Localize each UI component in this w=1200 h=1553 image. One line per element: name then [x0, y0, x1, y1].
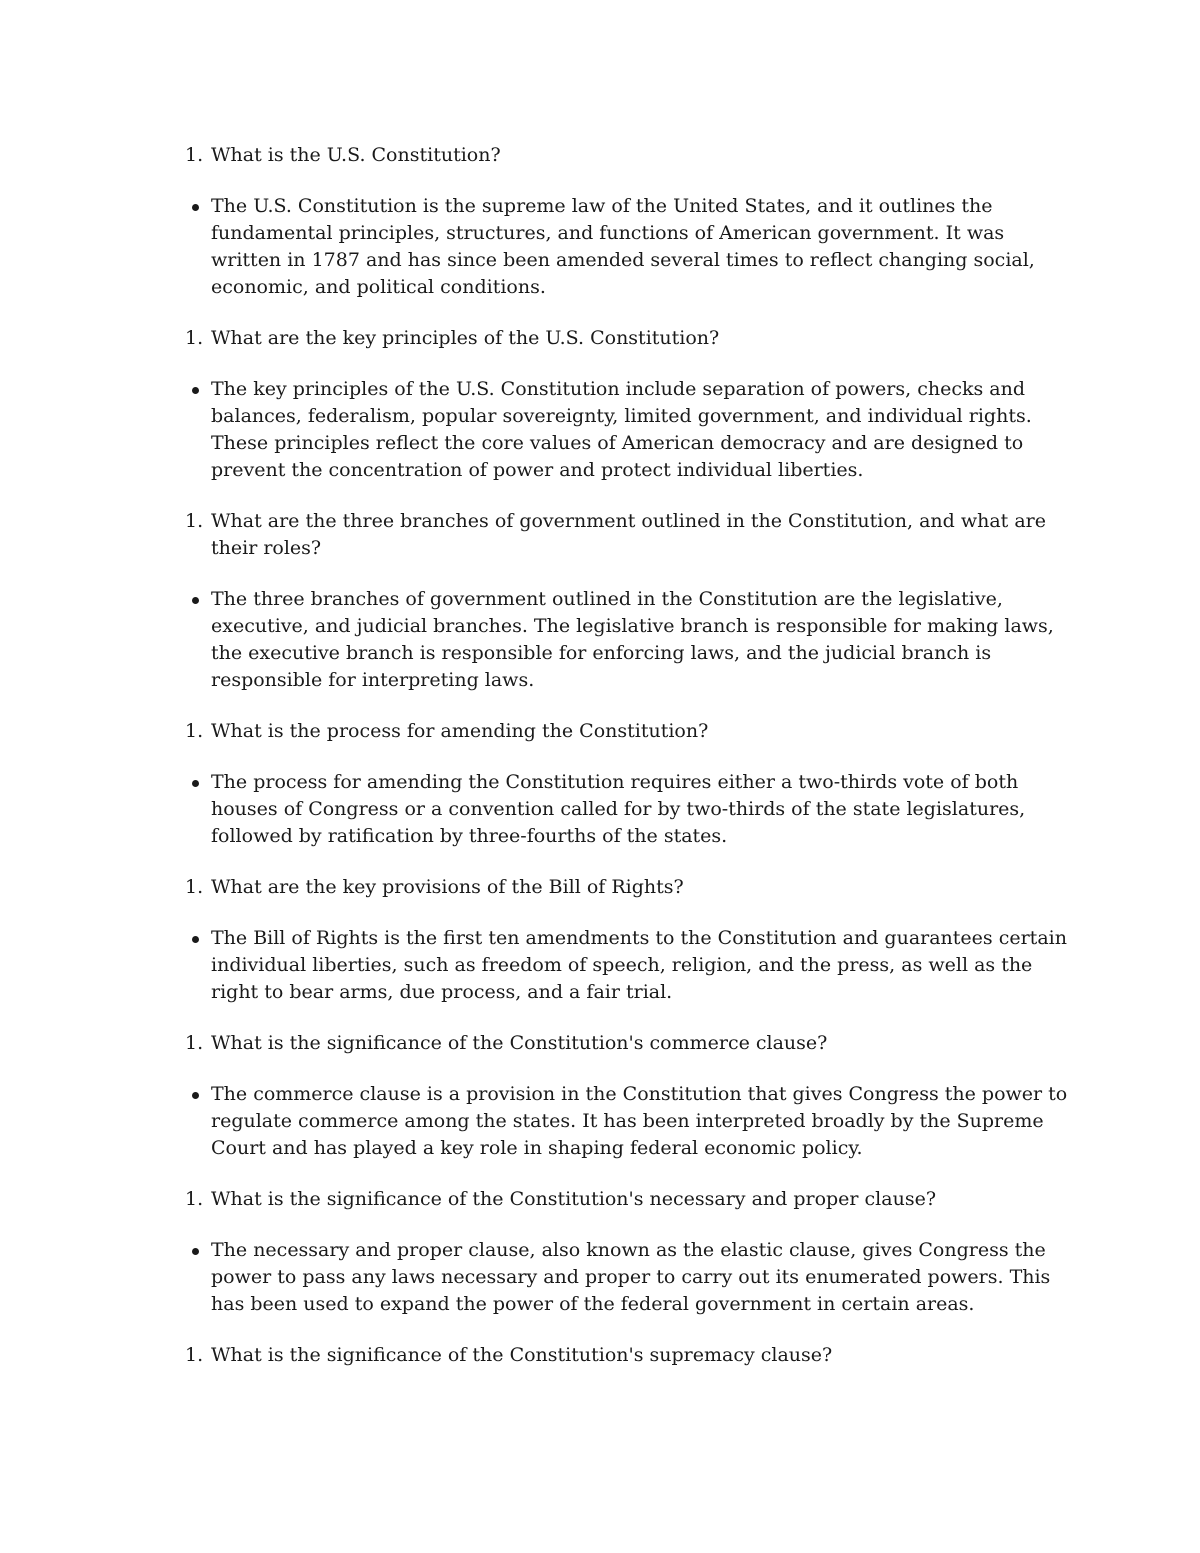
- answer-text: The U.S. Constitution is the supreme law of the United States, and it outlines the fundamental principles, structures, and functions of American government. It was written in 1787 and has since been amended several times to reflect changing social, economic, and political conditions.: [211, 195, 1035, 298]
- question-text: What are the key principles of the U.S. Constitution?: [211, 327, 720, 349]
- bullet-icon: [192, 597, 199, 604]
- bullet-icon: [192, 204, 199, 211]
- list-number: 1.: [185, 1032, 204, 1054]
- question-item: [185, 1342, 1075, 1369]
- answer-text: The key principles of the U.S. Constitution include separation of powers, checks and balances, federalism, popular sovereignty, limited government, and individual rights. These principles reflect the core values of American democracy and are designed to prevent the concentration of power and protect individual liberties.: [211, 378, 1032, 481]
- list-number: 1.: [185, 720, 204, 742]
- question-text: What is the significance of the Constitution's necessary and proper clause?: [211, 1188, 937, 1210]
- bullet-icon: [192, 1092, 199, 1099]
- question-text: What is the U.S. Constitution?: [211, 144, 501, 166]
- answer-item: [185, 925, 1075, 1006]
- answer-text: The Bill of Rights is the first ten amendments to the Constitution and guarantees certain individual liberties, such as freedom of speech, religion, and the press, as well as the right to bear arms, due process, and a fair trial.: [211, 927, 1067, 1003]
- list-number: 1.: [185, 144, 204, 166]
- answer-text: The necessary and proper clause, also known as the elastic clause, gives Congress the power to pass any laws necessary and proper to carry out its enumerated powers. This has been used to expand the power of the federal government in certain areas.: [211, 1239, 1051, 1315]
- question-text: What is the significance of the Constitution's commerce clause?: [211, 1032, 828, 1054]
- list-number: 1.: [185, 876, 204, 898]
- answer-item: [185, 193, 1075, 301]
- answer-item: [185, 586, 1075, 694]
- list-number: 1.: [185, 1344, 204, 1366]
- answer-text: The process for amending the Constitution requires either a two-thirds vote of both houses of Congress or a convention called for by two-thirds of the state legislatures, followed by ratification by three-fourths of the states.: [211, 771, 1026, 847]
- list-number: 1.: [185, 327, 204, 349]
- question-text: What are the key provisions of the Bill of Rights?: [211, 876, 684, 898]
- answer-text: The commerce clause is a provision in the Constitution that gives Congress the power to regulate commerce among the states. It has been interpreted broadly by the Supreme Court and has played a key role in shaping federal economic policy.: [211, 1083, 1068, 1159]
- answer-item: [185, 1081, 1075, 1162]
- question-item: [185, 1186, 1075, 1213]
- list-number: 1.: [185, 1188, 204, 1210]
- qa-list: [185, 142, 1075, 1393]
- question-text: What is the significance of the Constitution's supremacy clause?: [211, 1344, 833, 1366]
- bullet-icon: [192, 780, 199, 787]
- question-item: [185, 325, 1075, 352]
- question-item: [185, 508, 1075, 562]
- answer-item: [185, 1237, 1075, 1318]
- question-item: [185, 718, 1075, 745]
- answer-text: The three branches of government outlined in the Constitution are the legislative, executive, and judicial branches. The legislative branch is responsible for making laws, the executive branch is responsible for enforcing laws, and the judicial branch is responsible for interpreting laws.: [211, 588, 1054, 691]
- answer-item: [185, 376, 1075, 484]
- question-text: What are the three branches of government outlined in the Constitution, and what are their roles?: [211, 510, 1046, 559]
- question-text: What is the process for amending the Constitution?: [211, 720, 709, 742]
- bullet-icon: [192, 387, 199, 394]
- answer-item: [185, 769, 1075, 850]
- bullet-icon: [192, 936, 199, 943]
- list-number: 1.: [185, 510, 204, 532]
- question-item: [185, 874, 1075, 901]
- question-item: [185, 1030, 1075, 1057]
- question-item: [185, 142, 1075, 169]
- bullet-icon: [192, 1248, 199, 1255]
